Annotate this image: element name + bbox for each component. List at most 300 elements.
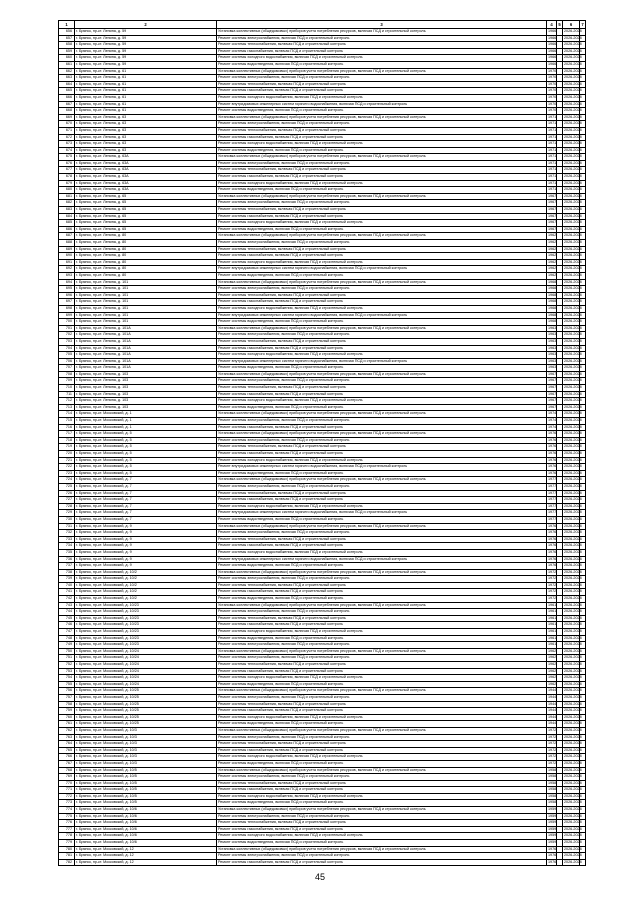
table-row: [59, 694, 586, 701]
address-cell: г. Брянск, пр-кт. Московский, д. 7: [75, 497, 217, 504]
year-cell: 1944: [547, 721, 557, 728]
table-row: [59, 352, 586, 359]
row-number-cell: 779: [59, 840, 75, 847]
row-number-cell: 769: [59, 774, 75, 781]
row-number-cell: 658: [59, 42, 75, 49]
work-type-cell: Установка коллективных (общедомовых) приборов учета потребления ресурсов, включая ПСД и строительный контроль: [217, 688, 547, 695]
row-number-cell: 777: [59, 826, 75, 833]
address-cell: г. Брянск, пр-кт. Ленина, д. 103: [75, 391, 217, 398]
column-header: 2: [75, 21, 217, 29]
year-cell: 1963: [547, 332, 557, 339]
period-cell: 2026-2028: [563, 319, 580, 326]
period-cell: 2026-2028: [563, 187, 580, 194]
work-type-cell: Ремонт системы электроснабжения, включая ПСД и строительный контроль: [217, 642, 547, 649]
period-cell: 2026-2028: [563, 61, 580, 68]
work-type-cell: Ремонт системы электроснабжения, включая ПСД и строительный контроль: [217, 75, 547, 82]
period-cell: 2026-2028: [563, 807, 580, 814]
row-number-cell: 780: [59, 846, 75, 853]
table-row: [59, 121, 586, 128]
row-number-cell: 700: [59, 319, 75, 326]
address-cell: г. Брянск, пр-кт. Московский, д. 10/3: [75, 760, 217, 767]
table-row: [59, 721, 586, 728]
table-row: [59, 180, 586, 187]
period-cell: 2026-2028: [563, 411, 580, 418]
year-cell: 1966: [547, 42, 557, 49]
work-type-cell: Ремонт системы теплоснабжения, включая ПСД и строительный контроль: [217, 662, 547, 669]
period-cell: 2026-2028: [563, 160, 580, 167]
year-cell: 1972: [547, 760, 557, 767]
work-type-cell: Ремонт системы холодного водоснабжения, включая ПСД и строительный контроль: [217, 457, 547, 464]
period-cell: 2026-2028: [563, 437, 580, 444]
work-type-cell: Установка коллективных (общедомовых) приборов учета потребления ресурсов, включая ПСД и строительный контроль: [217, 569, 547, 576]
address-cell: г. Брянск, пр-кт. Московский, д. 10/2: [75, 569, 217, 576]
work-type-cell: Ремонт системы водоотведения, включая ПСД и строительный контроль: [217, 516, 547, 523]
period-cell: 2026-2028: [563, 774, 580, 781]
row-number-cell: 765: [59, 747, 75, 754]
table-row: [59, 754, 586, 761]
row-number-cell: 719: [59, 444, 75, 451]
table-row: [59, 483, 586, 490]
work-type-cell: Ремонт системы газоснабжения, включая ПСД и строительный контроль: [217, 253, 547, 260]
row-number-cell: 698: [59, 305, 75, 312]
work-type-cell: Установка коллективных (общедомовых) приборов учета потребления ресурсов, включая ПСД и строительный контроль: [217, 325, 547, 332]
year-cell: 1944: [547, 708, 557, 715]
row-number-cell: 753: [59, 668, 75, 675]
table-row: [59, 246, 586, 253]
work-type-cell: Ремонт системы газоснабжения, включая ПСД и строительный контроль: [217, 787, 547, 794]
period-cell: 2026-2028: [563, 279, 580, 286]
year-cell: 1976: [547, 437, 557, 444]
work-type-cell: Ремонт системы электроснабжения, включая ПСД и строительный контроль: [217, 240, 547, 247]
address-cell: г. Брянск, пр-кт. Ленина, д. 65: [75, 200, 217, 207]
year-cell: 1976: [547, 859, 557, 866]
year-cell: 1977: [547, 510, 557, 517]
table-row: [59, 68, 586, 75]
work-type-cell: Ремонт системы теплоснабжения, включая ПСД и строительный контроль: [217, 615, 547, 622]
table-row: [59, 793, 586, 800]
period-cell: 2026-2028: [563, 81, 580, 88]
work-type-cell: Ремонт системы электроснабжения, включая ПСД и строительный контроль: [217, 286, 547, 293]
year-cell: 1961: [547, 622, 557, 629]
period-cell: 2026-2028: [563, 451, 580, 458]
row-number-cell: 754: [59, 675, 75, 682]
work-type-cell: Ремонт системы водоотведения, включая ПСД и строительный контроль: [217, 147, 547, 154]
address-cell: г. Брянск, пр-кт. Ленина, д. 101А: [75, 332, 217, 339]
work-type-cell: Ремонт системы холодного водоснабжения, включая ПСД и строительный контроль: [217, 55, 547, 62]
work-type-cell: Ремонт системы теплоснабжения, включая ПСД и строительный контроль: [217, 42, 547, 49]
address-cell: г. Брянск, пр-кт. Московский, д. 10/2: [75, 589, 217, 596]
work-type-cell: Ремонт системы электроснабжения, включая ПСД и строительный контроль: [217, 734, 547, 741]
row-number-cell: 709: [59, 378, 75, 385]
address-cell: г. Брянск, пр-кт. Московский, д. 1: [75, 418, 217, 425]
table-row: [59, 615, 586, 622]
table-row: [59, 523, 586, 530]
row-number-cell: 657: [59, 35, 75, 42]
address-cell: г. Брянск, пр-кт. Московский, д. 10/6: [75, 840, 217, 847]
address-cell: г. Брянск, пр-кт. Ленина, д. 61: [75, 75, 217, 82]
table-row: [59, 747, 586, 754]
row-number-cell: 666: [59, 94, 75, 101]
year-cell: 1963: [547, 352, 557, 359]
table-row: [59, 292, 586, 299]
year-cell: 1963: [547, 365, 557, 372]
year-cell: 1958: [547, 793, 557, 800]
row-number-cell: 699: [59, 312, 75, 319]
work-type-cell: Установка коллективных (общедомовых) приборов учета потребления ресурсов, включая ПСД и строительный контроль: [217, 154, 547, 161]
work-type-cell: Ремонт внутридомовых инженерных систем горячего водоснабжения, включая ПСД и строительный контроль: [217, 510, 547, 517]
address-cell: г. Брянск, пр-кт. Московский, д. 10/2: [75, 596, 217, 603]
year-cell: 1976: [547, 556, 557, 563]
table-row: [59, 582, 586, 589]
work-type-cell: Ремонт внутридомовых инженерных систем горячего водоснабжения, включая ПСД и строительный контроль: [217, 101, 547, 108]
period-cell: 2026-2028: [563, 174, 580, 181]
table-row: [59, 81, 586, 88]
period-cell: 2026-2028: [563, 352, 580, 359]
work-type-cell: Ремонт системы газоснабжения, включая ПСД и строительный контроль: [217, 708, 547, 715]
work-type-cell: Ремонт системы водоотведения, включая ПСД и строительный контроль: [217, 319, 547, 326]
work-type-cell: Установка коллективных (общедомовых) приборов учета потребления ресурсов, включая ПСД и строительный контроль: [217, 523, 547, 530]
work-type-cell: Установка коллективных (общедомовых) приборов учета потребления ресурсов, включая ПСД и строительный контроль: [217, 411, 547, 418]
period-cell: 2026-2028: [563, 563, 580, 570]
table-row: [59, 490, 586, 497]
address-cell: г. Брянск, пр-кт. Ленина, д. 101А: [75, 365, 217, 372]
table-row: [59, 345, 586, 352]
table-row: [59, 444, 586, 451]
year-cell: 1967: [547, 371, 557, 378]
year-cell: 1959: [547, 826, 557, 833]
period-cell: 2026-2028: [563, 681, 580, 688]
table-row: [59, 174, 586, 181]
year-cell: 1944: [547, 694, 557, 701]
address-cell: г. Брянск, пр-кт. Московский, д. 10/24: [75, 655, 217, 662]
row-number-cell: 748: [59, 635, 75, 642]
period-cell: 2026-2028: [563, 325, 580, 332]
period-cell: 2026-2028: [563, 391, 580, 398]
year-cell: 1962: [547, 648, 557, 655]
year-cell: 1962: [547, 259, 557, 266]
work-type-cell: Ремонт системы водоотведения, включая ПСД и строительный контроль: [217, 470, 547, 477]
work-type-cell: Установка коллективных (общедомовых) приборов учета потребления ресурсов, включая ПСД и строительный контроль: [217, 767, 547, 774]
work-type-cell: Установка коллективных (общедомовых) приборов учета потребления ресурсов, включая ПСД и строительный контроль: [217, 68, 547, 75]
row-number-cell: 689: [59, 246, 75, 253]
year-cell: 1976: [547, 530, 557, 537]
column-header: 7: [581, 22, 584, 27]
period-cell: 2026-2028: [563, 418, 580, 425]
row-number-cell: 755: [59, 681, 75, 688]
period-cell: 2026-2028: [563, 431, 580, 438]
work-type-cell: Ремонт системы газоснабжения, включая ПСД и строительный контроль: [217, 622, 547, 629]
address-cell: г. Брянск, пр-кт. Московский, д. 7: [75, 510, 217, 517]
address-cell: г. Брянск, пр-кт. Московский, д. 10/23: [75, 615, 217, 622]
address-cell: г. Брянск, пр-кт. Московский, д. 10/6: [75, 807, 217, 814]
work-type-cell: Ремонт системы холодного водоснабжения, включая ПСД и строительный контроль: [217, 180, 547, 187]
period-cell: 2026-2028: [563, 385, 580, 392]
period-cell: 2026-2028: [563, 530, 580, 537]
year-cell: 1976: [547, 470, 557, 477]
work-type-cell: Ремонт системы теплоснабжения, включая ПСД и строительный контроль: [217, 207, 547, 214]
year-cell: 1970: [547, 75, 557, 82]
year-cell: 1963: [547, 345, 557, 352]
column-header: 5: [558, 22, 561, 27]
period-cell: 2026-2028: [563, 582, 580, 589]
work-type-cell: Ремонт системы газоснабжения, включая ПСД и строительный контроль: [217, 859, 547, 866]
row-number-cell: 782: [59, 859, 75, 866]
address-cell: г. Брянск, пр-кт. Ленина, д. 63: [75, 121, 217, 128]
address-cell: г. Брянск, пр-кт. Ленина, д. 59: [75, 48, 217, 55]
address-cell: г. Брянск, пр-кт. Московский, д. 5: [75, 431, 217, 438]
row-number-cell: 763: [59, 734, 75, 741]
address-cell: г. Брянск, пр-кт. Ленина, д. 80: [75, 253, 217, 260]
table-row: [59, 207, 586, 214]
period-cell: 2026-2028: [563, 94, 580, 101]
year-cell: 1963: [547, 325, 557, 332]
period-cell: 2026-2028: [563, 609, 580, 616]
work-type-cell: Ремонт системы теплоснабжения, включая ПСД и строительный контроль: [217, 741, 547, 748]
address-cell: г. Брянск, пр-кт. Ленина, д. 61: [75, 81, 217, 88]
row-number-cell: 766: [59, 754, 75, 761]
work-type-cell: Ремонт системы электроснабжения, включая ПСД и строительный контроль: [217, 609, 547, 616]
column-header: 4: [547, 21, 557, 29]
period-cell: 2026-2028: [563, 813, 580, 820]
period-cell: 2026-2028: [563, 615, 580, 622]
table-row: [59, 622, 586, 629]
address-cell: г. Брянск, пр-кт. Московский, д. 10/23: [75, 602, 217, 609]
address-cell: г. Брянск, пр-кт. Московский, д. 10/25: [75, 688, 217, 695]
table-row: [59, 780, 586, 787]
table-row: [59, 516, 586, 523]
row-number-cell: 742: [59, 596, 75, 603]
table-row: [59, 48, 586, 55]
year-cell: 1958: [547, 774, 557, 781]
table-row: [59, 846, 586, 853]
period-cell: 2026-2028: [563, 846, 580, 853]
row-number-cell: 685: [59, 220, 75, 227]
period-cell: 2026-2028: [563, 464, 580, 471]
year-cell: 1961: [547, 642, 557, 649]
work-type-cell: Ремонт системы газоснабжения, включая ПСД и строительный контроль: [217, 451, 547, 458]
row-number-cell: 664: [59, 81, 75, 88]
table-row: [59, 134, 586, 141]
row-number-cell: 669: [59, 114, 75, 121]
work-type-cell: Ремонт системы водоотведения, включая ПСД и строительный контроль: [217, 635, 547, 642]
year-cell: 1976: [547, 431, 557, 438]
table-row: [59, 820, 586, 827]
work-type-cell: Установка коллективных (общедомовых) приборов учета потребления ресурсов, включая ПСД и строительный контроль: [217, 807, 547, 814]
period-cell: 2026-2028: [563, 378, 580, 385]
year-cell: 1972: [547, 576, 557, 583]
table-row: [59, 807, 586, 814]
period-cell: 2026-2028: [563, 793, 580, 800]
address-cell: г. Брянск, пр-кт. Ленина, д. 59: [75, 35, 217, 42]
year-cell: 1971: [547, 121, 557, 128]
work-type-cell: Ремонт системы электроснабжения, включая ПСД и строительный контроль: [217, 853, 547, 860]
period-cell: 2026-2028: [563, 497, 580, 504]
row-number-cell: 704: [59, 345, 75, 352]
row-number-cell: 713: [59, 404, 75, 411]
year-cell: 1971: [547, 127, 557, 134]
row-number-cell: 758: [59, 701, 75, 708]
address-cell: г. Брянск, пр-кт. Московский, д. 10/3: [75, 734, 217, 741]
year-cell: 1972: [547, 582, 557, 589]
work-type-cell: Ремонт системы электроснабжения, включая ПСД и строительный контроль: [217, 576, 547, 583]
period-cell: 2026-2028: [563, 101, 580, 108]
row-number-cell: 694: [59, 279, 75, 286]
address-cell: г. Брянск, пр-кт. Ленина, д. 63А: [75, 174, 217, 181]
table-row: [59, 404, 586, 411]
period-cell: 2026-2028: [563, 233, 580, 240]
year-cell: 1968: [547, 319, 557, 326]
row-number-cell: 731: [59, 523, 75, 530]
table-row: [59, 61, 586, 68]
work-type-cell: Ремонт системы газоснабжения, включая ПСД и строительный контроль: [217, 213, 547, 220]
work-type-cell: Ремонт системы теплоснабжения, включая ПСД и строительный контроль: [217, 490, 547, 497]
row-number-cell: 683: [59, 207, 75, 214]
table-row: [59, 385, 586, 392]
row-number-cell: 667: [59, 101, 75, 108]
table-row: [59, 787, 586, 794]
year-cell: 1971: [547, 154, 557, 161]
period-cell: 2026-2028: [563, 246, 580, 253]
table-row: [59, 451, 586, 458]
table-row: [59, 497, 586, 504]
period-cell: 2026-2028: [563, 648, 580, 655]
address-cell: г. Брянск, пр-кт. Московский, д. 10/23: [75, 622, 217, 629]
period-cell: 2026-2028: [563, 727, 580, 734]
address-cell: г. Брянск, пр-кт. Московский, д. 10/23: [75, 609, 217, 616]
row-number-cell: 768: [59, 767, 75, 774]
address-cell: г. Брянск, пр-кт. Московский, д. 10/2: [75, 576, 217, 583]
work-type-cell: Ремонт системы водоотведения, включая ПСД и строительный контроль: [217, 840, 547, 847]
address-cell: г. Брянск, пр-кт. Московский, д. 7: [75, 477, 217, 484]
table-row: [59, 332, 586, 339]
row-number-cell: 693: [59, 272, 75, 279]
address-cell: г. Брянск, пр-кт. Ленина, д. 63: [75, 147, 217, 154]
year-cell: 1976: [547, 464, 557, 471]
row-number-cell: 770: [59, 780, 75, 787]
period-cell: 2026-2028: [563, 266, 580, 273]
address-cell: г. Брянск, пр-кт. Московский, д. 10/5: [75, 787, 217, 794]
row-number-cell: 781: [59, 853, 75, 860]
row-number-cell: 701: [59, 325, 75, 332]
year-cell: 1970: [547, 81, 557, 88]
period-cell: 2026-2028: [563, 549, 580, 556]
address-cell: г. Брянск, пр-кт. Ленина, д. 80: [75, 272, 217, 279]
period-cell: 2026-2028: [563, 154, 580, 161]
period-cell: 2026-2028: [563, 29, 580, 36]
year-cell: 1971: [547, 160, 557, 167]
period-cell: 2026-2028: [563, 114, 580, 121]
table-row: [59, 477, 586, 484]
address-cell: г. Брянск, пр-кт. Ленина, д. 101: [75, 286, 217, 293]
address-cell: г. Брянск, пр-кт. Ленина, д. 61: [75, 68, 217, 75]
table-row: [59, 668, 586, 675]
row-number-cell: 671: [59, 127, 75, 134]
address-cell: г. Брянск, пр-кт. Московский, д. 5: [75, 457, 217, 464]
address-cell: г. Брянск, пр-кт. Ленина, д. 101А: [75, 338, 217, 345]
work-type-cell: Ремонт системы электроснабжения, включая ПСД и строительный контроль: [217, 694, 547, 701]
work-type-cell: Ремонт системы газоснабжения, включая ПСД и строительный контроль: [217, 391, 547, 398]
address-cell: г. Брянск, пр-кт. Московский, д. 10/6: [75, 833, 217, 840]
row-number-cell: 695: [59, 286, 75, 293]
year-cell: 1968: [547, 312, 557, 319]
period-cell: 2026-2028: [563, 747, 580, 754]
work-type-cell: Ремонт системы теплоснабжения, включая ПСД и строительный контроль: [217, 820, 547, 827]
year-cell: 1967: [547, 207, 557, 214]
year-cell: 1963: [547, 338, 557, 345]
period-cell: 2026-2028: [563, 589, 580, 596]
work-type-cell: Ремонт системы электроснабжения, включая ПСД и строительный контроль: [217, 332, 547, 339]
year-cell: 1974: [547, 424, 557, 431]
address-cell: г. Брянск, пр-кт. Московский, д. 10/24: [75, 662, 217, 669]
work-type-cell: Ремонт системы электроснабжения, включая ПСД и строительный контроль: [217, 121, 547, 128]
table-row: [59, 127, 586, 134]
row-number-cell: 734: [59, 543, 75, 550]
table-row: [59, 35, 586, 42]
address-cell: г. Брянск, пр-кт. Ленина, д. 101: [75, 319, 217, 326]
work-type-cell: Ремонт системы холодного водоснабжения, включая ПСД и строительный контроль: [217, 754, 547, 761]
work-type-cell: Ремонт системы электроснабжения, включая ПСД и строительный контроль: [217, 35, 547, 42]
year-cell: 1970: [547, 108, 557, 115]
address-cell: г. Брянск, пр-кт. Ленина, д. 63А: [75, 180, 217, 187]
row-number-cell: 706: [59, 358, 75, 365]
address-cell: г. Брянск, пр-кт. Ленина, д. 63: [75, 114, 217, 121]
table-row: [59, 701, 586, 708]
work-type-cell: Ремонт внутридомовых инженерных систем горячего водоснабжения, включая ПСД и строительный контроль: [217, 556, 547, 563]
year-cell: 1972: [547, 754, 557, 761]
period-cell: 2026-2028: [563, 55, 580, 62]
row-number-cell: 764: [59, 741, 75, 748]
year-cell: 1971: [547, 187, 557, 194]
address-cell: г. Брянск, пр-кт. Московский, д. 5: [75, 451, 217, 458]
period-cell: 2026-2028: [563, 35, 580, 42]
year-cell: 1967: [547, 391, 557, 398]
table-row: [59, 286, 586, 293]
period-cell: 2026-2028: [563, 662, 580, 669]
row-number-cell: 684: [59, 213, 75, 220]
address-cell: г. Брянск, пр-кт. Ленина, д. 61: [75, 88, 217, 95]
table-row: [59, 767, 586, 774]
row-number-cell: 665: [59, 88, 75, 95]
period-cell: 2026-2028: [563, 424, 580, 431]
period-cell: 2026-2028: [563, 543, 580, 550]
work-type-cell: Ремонт системы холодного водоснабжения, включая ПСД и строительный контроль: [217, 220, 547, 227]
work-type-cell: Ремонт системы электроснабжения, включая ПСД и строительный контроль: [217, 655, 547, 662]
row-number-cell: 752: [59, 662, 75, 669]
row-number-cell: 659: [59, 48, 75, 55]
year-cell: 1976: [547, 536, 557, 543]
period-cell: 2026-2028: [563, 826, 580, 833]
row-number-cell: 772: [59, 793, 75, 800]
table-row: [59, 714, 586, 721]
address-cell: г. Брянск, пр-кт. Московский, д. 9: [75, 556, 217, 563]
table-row: [59, 391, 586, 398]
address-cell: г. Брянск, пр-кт. Московский, д. 10/25: [75, 721, 217, 728]
work-type-cell: Ремонт системы водоотведения, включая ПСД и строительный контроль: [217, 61, 547, 68]
work-type-cell: Ремонт системы электроснабжения, включая ПСД и строительный контроль: [217, 378, 547, 385]
table-row: [59, 800, 586, 807]
address-cell: г. Брянск, пр-кт. Московский, д. 1: [75, 424, 217, 431]
work-type-cell: Ремонт системы водоотведения, включая ПСД и строительный контроль: [217, 226, 547, 233]
address-cell: г. Брянск, пр-кт. Ленина, д. 101А: [75, 325, 217, 332]
table-row: [59, 859, 586, 866]
work-type-cell: Ремонт системы электроснабжения, включая ПСД и строительный контроль: [217, 813, 547, 820]
row-number-cell: 705: [59, 352, 75, 359]
work-type-cell: Ремонт системы электроснабжения, включая ПСД и строительный контроль: [217, 200, 547, 207]
table-row: [59, 358, 586, 365]
row-number-cell: 735: [59, 549, 75, 556]
year-cell: 1977: [547, 477, 557, 484]
row-number-cell: 680: [59, 187, 75, 194]
